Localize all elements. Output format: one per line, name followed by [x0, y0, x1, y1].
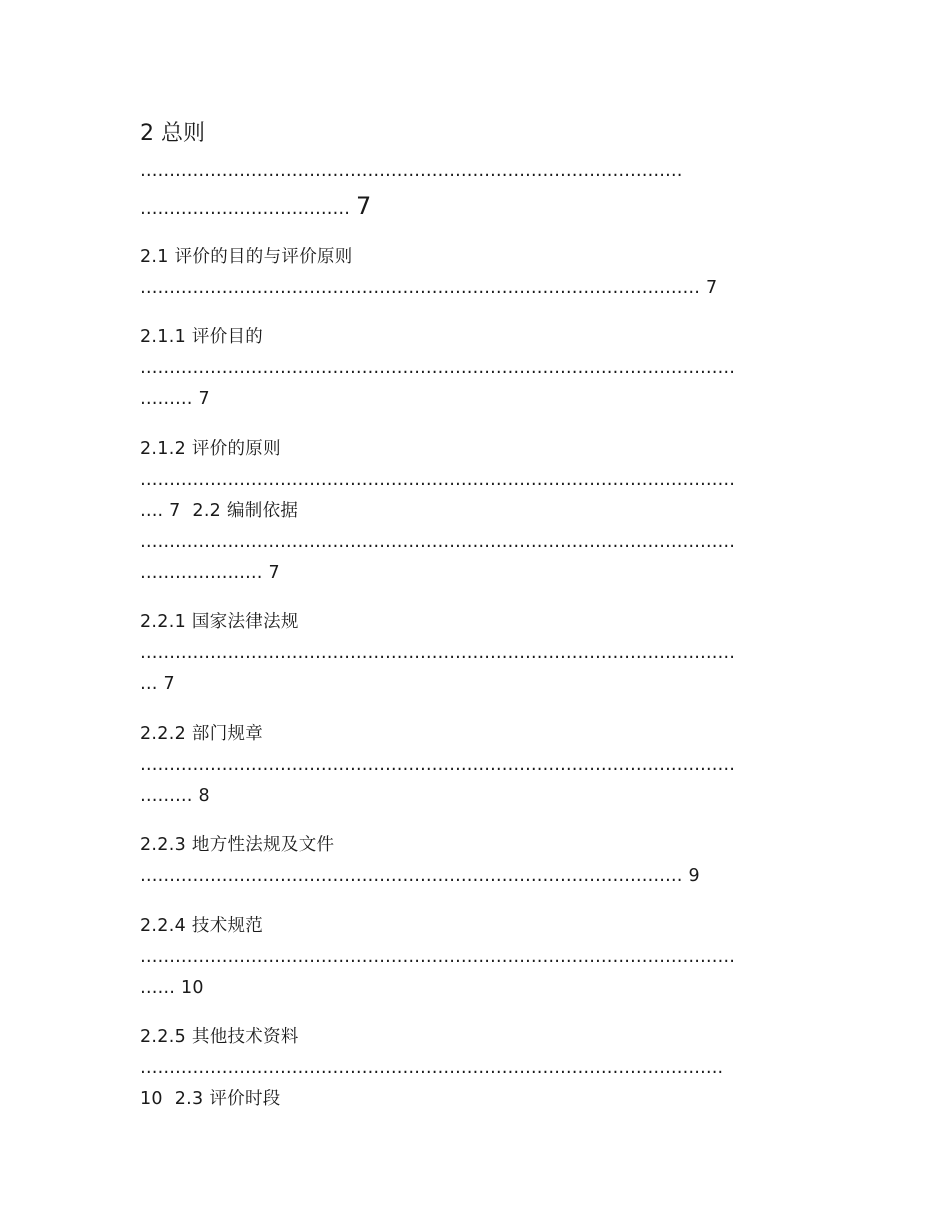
toc-entry-2-1-2[interactable]	[140, 441, 281, 459]
toc-leader-dots: …………………………………………………………………………………………	[140, 358, 735, 378]
toc-leader	[140, 980, 204, 998]
toc-leader	[140, 645, 735, 663]
toc-entry-label: 2.1 评价的目的与评价原则	[140, 247, 353, 267]
toc-leader-dots: …………………………………………………………………………………………	[140, 532, 735, 552]
toc-entry-label: 2 总则	[140, 121, 205, 146]
toc-leader-dots: …………………………………………………………………………………………	[140, 947, 735, 967]
toc-leader-dots: …………………	[140, 563, 263, 583]
toc-heading-2[interactable]	[140, 123, 205, 145]
toc-leader	[140, 534, 735, 552]
toc-leader	[140, 565, 280, 583]
toc-leader-dots: ……………………………………………………………………………………	[140, 278, 700, 298]
toc-leader	[140, 503, 298, 521]
toc-leader	[140, 280, 717, 298]
toc-leader-dots: …………………………………………………………………………………………	[140, 755, 735, 775]
toc-leader	[140, 788, 210, 806]
toc-leader	[140, 163, 683, 181]
toc-page-number: 7	[706, 278, 718, 298]
toc-leader-dots: …………………………………………………………………………………	[140, 866, 683, 886]
toc-page-number: 7	[198, 389, 210, 409]
toc-entry-label: 2.2.1 国家法律法规	[140, 612, 299, 632]
toc-entry-2-2-2[interactable]	[140, 726, 263, 744]
toc-entry-2-2-5[interactable]	[140, 1029, 299, 1047]
toc-leader	[140, 676, 175, 694]
toc-entry-label: 2.2.3 地方性法规及文件	[140, 835, 335, 855]
toc-leader-dots: ………………………………	[140, 199, 350, 219]
toc-leader	[140, 1060, 723, 1078]
toc-leader-dots: …	[140, 674, 158, 694]
toc-page-number: 7	[356, 192, 372, 220]
toc-page-number: 8	[198, 786, 210, 806]
toc-leader	[140, 949, 735, 967]
toc-entry-label: 2.1.2 评价的原则	[140, 439, 281, 459]
toc-leader	[140, 868, 700, 886]
toc-page-number: 10	[181, 978, 204, 998]
toc-leader-dots: ………	[140, 786, 193, 806]
toc-leader	[140, 472, 735, 490]
toc-page-number: 9	[688, 866, 700, 886]
toc-entry-2-3-label[interactable]: 2.3 评价时段	[174, 1089, 281, 1109]
toc-leader	[140, 194, 372, 219]
toc-leader-dots: …………………………………………………………………………………………	[140, 643, 735, 663]
toc-entry-label: 2.1.1 评价目的	[140, 327, 264, 347]
toc-leader	[140, 757, 735, 775]
toc-page-number: 7	[169, 501, 181, 521]
toc-entry-2-2-3[interactable]	[140, 837, 334, 855]
toc-leader	[140, 391, 210, 409]
toc-leader	[140, 1091, 281, 1109]
toc-entry-label: 2.2.4 技术规范	[140, 916, 264, 936]
toc-leader-dots: ………	[140, 389, 193, 409]
toc-leader	[140, 360, 735, 378]
toc-entry-label: 2.2.5 其他技术资料	[140, 1027, 299, 1047]
toc-entry-label: 2.2.2 部门规章	[140, 724, 264, 744]
toc-page-number: 7	[268, 563, 280, 583]
toc-entry-2-2-1[interactable]	[140, 614, 299, 632]
toc-entry-2-2-label[interactable]: 2.2 编制依据	[192, 501, 299, 521]
toc-leader-dots: ….	[140, 501, 164, 521]
toc-entry-2-1-1[interactable]	[140, 329, 263, 347]
toc-page-number: 10	[140, 1089, 163, 1109]
toc-leader-dots: ……	[140, 978, 175, 998]
toc-entry-2-1[interactable]	[140, 249, 353, 267]
toc-page-number: 7	[163, 674, 175, 694]
toc-leader-dots: …………………………………………………………………………………………	[140, 470, 735, 490]
toc-leader-dots: …………………………………………………………………………………	[140, 161, 683, 181]
toc-entry-2-2-4[interactable]	[140, 918, 263, 936]
toc-leader-dots: ……………………………………………………………………………………….	[140, 1058, 724, 1078]
